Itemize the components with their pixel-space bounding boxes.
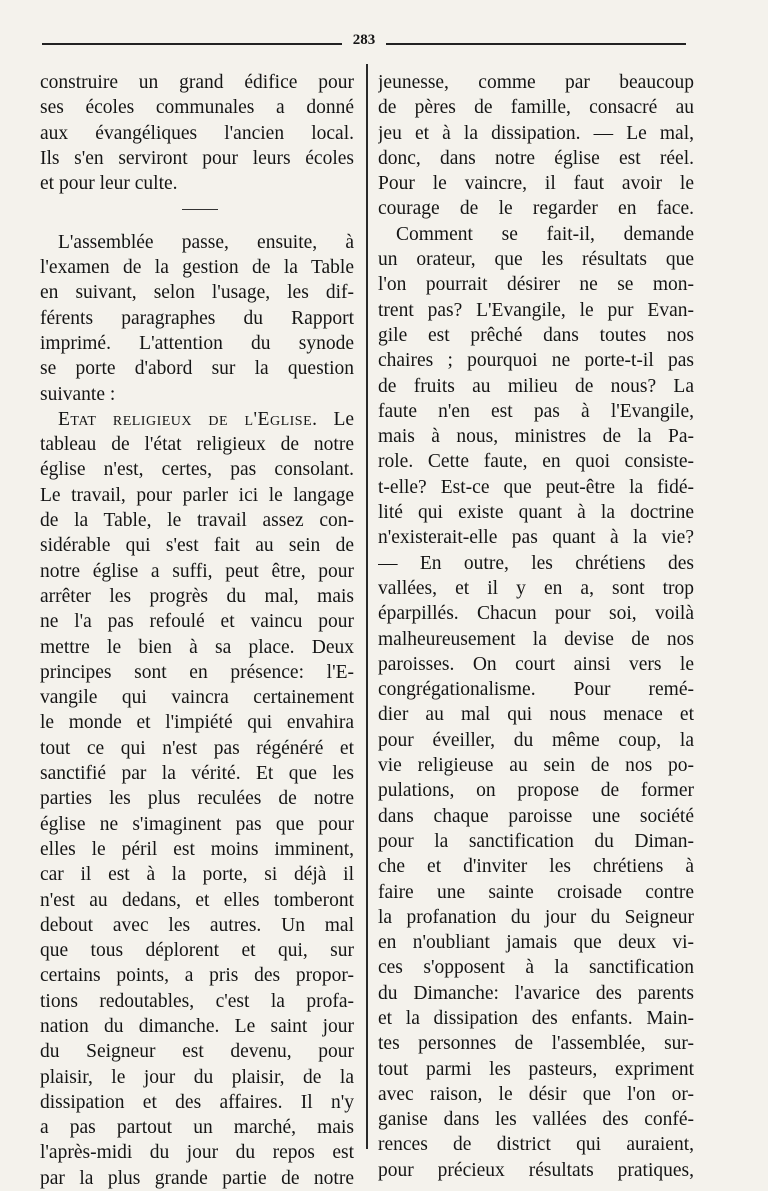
text-line: donc, dans notre église est réel. (378, 147, 694, 169)
header-rule-right (386, 43, 686, 45)
text-line: n'existerait-elle pas quant à la vie? (378, 527, 694, 549)
text-line: faire une sainte croisade contre (378, 881, 694, 903)
paragraph-2 (40, 230, 354, 407)
text-line: de fruits au milieu de nous? La (378, 375, 694, 397)
text-line: éparpillés. Chacun pour soi, voilà (378, 603, 694, 625)
text-line: principes sont en présence: l'E- (40, 661, 354, 683)
column-divider (366, 64, 368, 1149)
text-line: et pour leur culte. (40, 173, 178, 195)
text-line: trent pas? L'Evangile, le pur Evan- (378, 299, 694, 321)
text-line: parties les plus reculées de notre (40, 788, 354, 810)
text-line: role. Cette faute, en quoi consiste- (378, 451, 694, 473)
text-line: courage de le regarder en face. (378, 198, 694, 220)
text-line: paroisses. On court ainsi vers le (378, 653, 694, 675)
text-line: car il est à la porte, si déjà il (40, 864, 354, 886)
text-line: jeunesse, comme par beaucoup (378, 72, 694, 93)
text-line: un orateur, que les résultats que (378, 249, 694, 271)
text-line: dier au mal qui nous menace et (378, 704, 694, 726)
text-line: sidérable qui s'est fait au sein de (40, 535, 354, 557)
text-line: dans chaque paroisse une société (378, 805, 694, 827)
text-line: n'est au dedans, et elles tomberont (40, 889, 354, 911)
text-line: aux évangéliques l'ancien local. (40, 122, 354, 144)
text-line: L'assemblée passe, ensuite, à (58, 231, 354, 253)
text-line: chaires ; pourquoi ne porte-t-il pas (378, 350, 694, 372)
text-line: imprimé. L'attention du synode (40, 332, 354, 354)
text-line: du Seigneur est devenu, pour (40, 1041, 354, 1063)
right-column (378, 70, 694, 1183)
text-line: pulations, on propose de former (378, 780, 694, 802)
text-line: tout ce qui n'est pas régénéré et (40, 737, 354, 759)
text-line: ces s'opposent à la sanctification (378, 957, 694, 979)
text-line: du Dimanche: l'avarice des parents (378, 982, 694, 1004)
text-line: arrêter les progrès du mal, mais (40, 585, 354, 607)
text-line: que tous déplorent et qui, sur (40, 940, 354, 962)
text-line: la profanation du jour du Seigneur (378, 906, 694, 928)
text-line: tableau de l'état religieux de notre (40, 434, 354, 456)
text-line: pour éveiller, du même coup, la (378, 729, 694, 751)
text-line: tions redoutables, c'est la profa- (40, 990, 354, 1012)
text-line: pour la sanctification du Diman- (378, 830, 694, 852)
text-line: par la plus grande partie de notre (40, 1167, 354, 1189)
text-line: certains points, a pris des propor- (40, 965, 354, 987)
text-line: Comment se fait-il, demande (396, 223, 694, 245)
text-line: sanctifié par la vérité. Et que les (40, 763, 354, 785)
text-line: debout avec les autres. Un mal (40, 914, 354, 936)
section-separator (40, 196, 354, 221)
text-line: dissipation et des affaires. Il n'y (40, 1091, 354, 1113)
text-line: avec raison, le désir que l'on or- (378, 1083, 694, 1105)
text-line: Ils s'en serviront pour leurs écoles (40, 147, 354, 169)
text-line: lité qui existe quant à la doctrine (378, 502, 694, 524)
text-line: vie religieuse au sein de nos po- (378, 755, 694, 777)
text-line: nation du dimanche. Le saint jour (40, 1015, 354, 1037)
text-line: che et d'inviter les chrétiens à (378, 856, 694, 878)
text-line: ses écoles communales a donné (40, 97, 354, 119)
text-line: l'examen de la gestion de la Table (40, 257, 354, 279)
text-line: notre église a suffi, peut être, pour (40, 560, 354, 582)
text-line: ganise dans les vallées des confé- (378, 1109, 694, 1131)
text-line: tout parmi les pasteurs, expriment (378, 1058, 694, 1080)
text-line: congrégationalisme. Pour remé- (378, 679, 694, 701)
text-line: Le travail, pour parler ici le langage (40, 484, 354, 506)
page-number: 283 (352, 32, 376, 48)
section-heading: Etat religieux de l'Eglise. (58, 408, 318, 430)
text-line: t-elle? Est-ce que peut-être la fidé- (378, 476, 694, 498)
text-line: vangile qui vaincra certainement (40, 687, 354, 709)
text-line: férents paragraphes du Rapport (40, 307, 354, 329)
text-line: construire un grand édifice pour (40, 72, 354, 93)
text-line: l'après-midi du jour du repos est (40, 1142, 354, 1164)
text-line: de la Table, le travail assez con- (40, 510, 354, 532)
text-line: tes personnes de l'assemblée, sur- (378, 1033, 694, 1055)
text-line: de pères de famille, consacré au (378, 97, 694, 119)
text-line: faute n'en est pas à l'Evangile, (378, 400, 694, 422)
text-line: le monde et l'impiété qui envahira (40, 712, 354, 734)
text-line: malheureusement la devise de nos (378, 628, 694, 650)
text-line: jeu et à la dissipation. — Le mal, (378, 122, 694, 144)
text-line: se porte d'abord sur la question (40, 358, 354, 380)
text-line: plaisir, le jour du plaisir, de la (40, 1066, 354, 1088)
paragraph-1 (40, 70, 354, 196)
text-line: elles le péril est moins imminent, (40, 838, 354, 860)
text-line: ne l'a pas refoulé et vaincu pour (40, 611, 354, 633)
header-rule-left (42, 43, 342, 45)
text-line: et la dissipation des enfants. Main- (378, 1007, 694, 1029)
text-line: en suivant, selon l'usage, les dif- (40, 282, 354, 304)
text-line: suivante : (40, 383, 116, 405)
text-line: église n'est, certes, pas consolant. (40, 459, 354, 481)
text-line: rences de district qui auraient, (378, 1134, 694, 1156)
text-line: — En outre, les chrétiens des (378, 552, 694, 574)
section-heading-line: Etat religieux de l'Eglise. Le (58, 408, 354, 430)
text-line: en n'oubliant jamais que deux vi- (378, 932, 694, 954)
text-line: Pour le vaincre, il faut avoir le (378, 173, 694, 195)
text-line: gile est prêché dans toutes nos (378, 324, 694, 346)
text-line: mettre le bien à sa place. Deux (40, 636, 354, 658)
paragraph-3 (40, 407, 354, 1191)
left-column (40, 70, 354, 1191)
text-line: a pas partout un marché, mais (40, 1117, 354, 1139)
text-line: l'on pourrait désirer ne se mon- (378, 274, 694, 296)
text-line: église ne s'imaginent pas que pour (40, 813, 354, 835)
text-line: mais à nous, ministres de la Pa- (378, 426, 694, 448)
text-line: pour précieux résultats pratiques, (378, 1159, 694, 1181)
text-line: vallées, et il y en a, sont trop (378, 577, 694, 599)
